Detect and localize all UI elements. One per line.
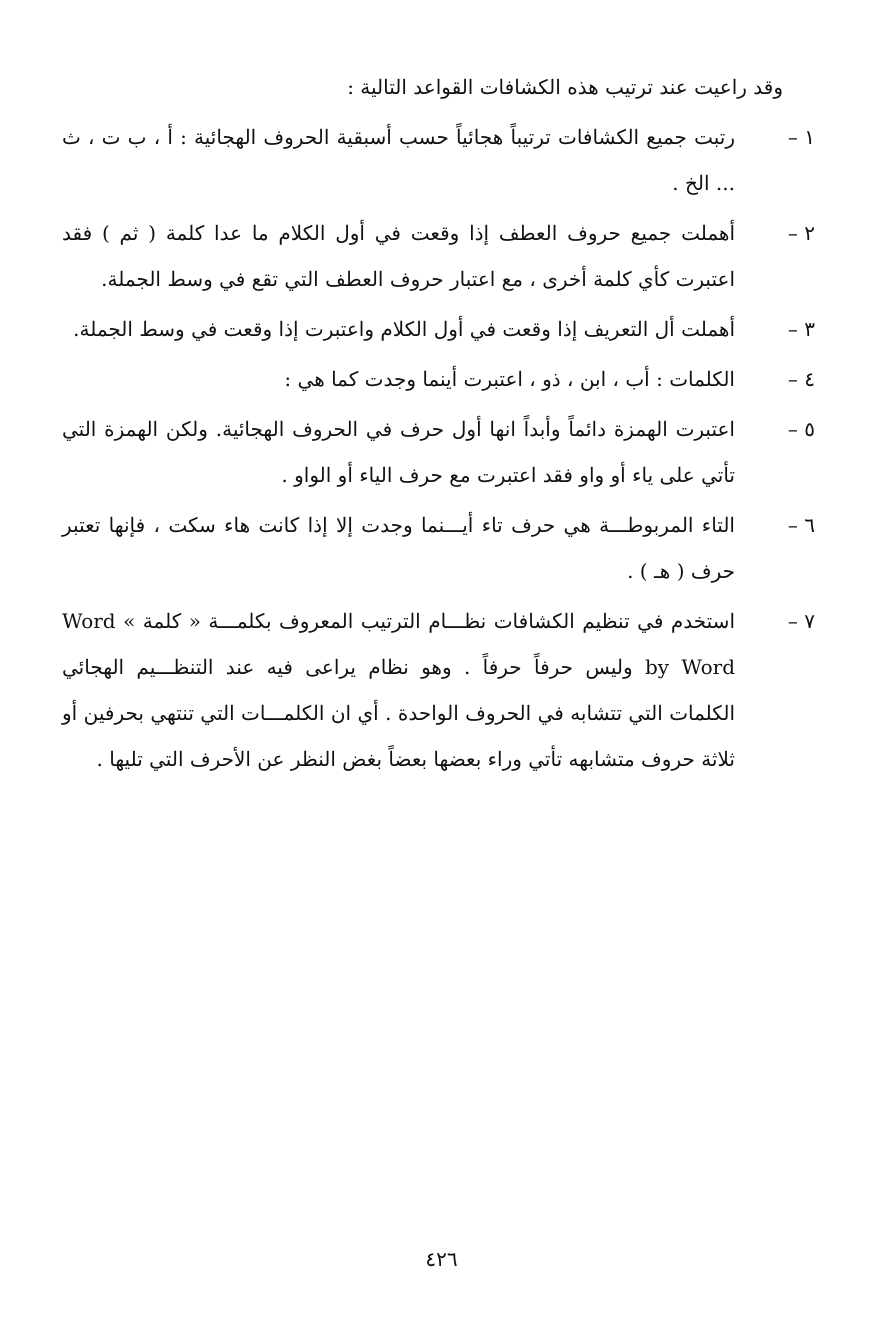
rule-text: أهملت أل التعريف إذا وقعت في أول الكلام واعتبرت إذا وقعت في وسط الجملة. <box>73 317 735 341</box>
rule-number: ٦ – <box>787 513 815 537</box>
rule-number: ٢ – <box>787 221 815 245</box>
rule-text: أهملت جميع حروف العطف إذا وقعت في أول الكلام ما عدا كلمة ( ثم ) فقد اعتبرت كأي كلمة أخرى ، مع اعتبار حروف العطف التي تقع في وسط الجملة. <box>62 221 736 291</box>
rule-number: ٥ – <box>787 417 815 441</box>
rule-item <box>62 306 815 352</box>
rule-item <box>62 114 815 206</box>
intro-sentence: وقد راعيت عند ترتيب هذه الكشافات القواعد التالية : <box>347 75 783 99</box>
rule-item <box>62 502 815 594</box>
rule-text: التاء المربوطـــة هي حرف تاء أيـــنما وجدت إلا إذا كانت هاء سكت ، فإنها تعتبر حرف ( هـ ) . <box>62 513 735 583</box>
rule-item <box>62 598 815 782</box>
rule-text: رتبت جميع الكشافات ترتيباً هجائياً حسب أسبقية الحروف الهجائية : أ ، ب ت ، ث ... الخ . <box>62 125 735 195</box>
body-text <box>62 64 815 786</box>
rule-text: استخدم في تنظيم الكشافات نظـــام الترتيب المعروف بكلمـــة « كلمة » Word by Word وليس حرفاً حرفاً . وهو نظام يراعى فيه عند التنظـــيم الهجائي الكلمات التي تتشابه في الحروف الواحدة . أي ان الكلمـــات التي تنتهي بحرفين أو ثلاثة حروف متشابهه تأتي وراء بعضها بعضاً بغض النظر عن الأحرف التي تليها . <box>62 609 736 771</box>
rule-item <box>62 210 815 302</box>
rule-item <box>62 356 815 402</box>
rule-number: ٤ – <box>787 367 815 391</box>
rule-number: ٣ – <box>787 317 815 341</box>
rule-item <box>62 406 815 498</box>
page-number: ٤٢٦ <box>425 1247 458 1271</box>
rule-number: ١ – <box>787 125 815 149</box>
rule-text: اعتبرت الهمزة دائماً وأبداً انها أول حرف في الحروف الهجائية. ولكن الهمزة التي تأتي على ياء أو واو فقد اعتبرت مع حرف الياء أو الواو . <box>62 417 735 487</box>
rule-text: الكلمات : أب ، ابن ، ذو ، اعتبرت أينما وجدت كما هي : <box>284 367 735 391</box>
rule-number: ٧ – <box>787 609 815 633</box>
